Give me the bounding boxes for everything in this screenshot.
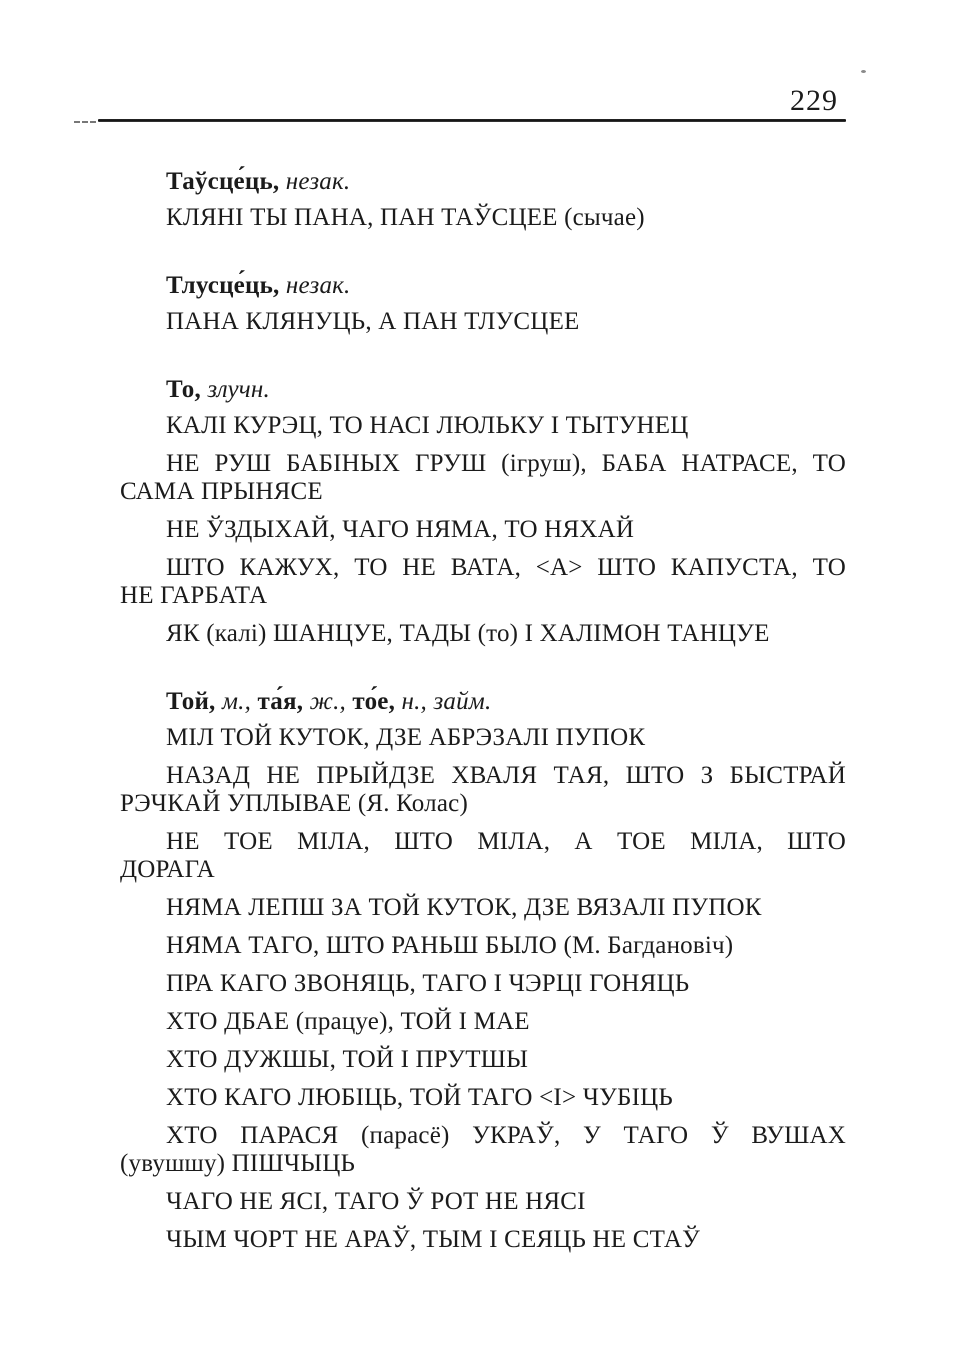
proverb-line: ХТО КАГО ЛЮБІЦЬ, ТОЙ ТАГО <І> ЧУБІЦЬ — [166, 1084, 673, 1111]
proverb-line: НАЗАД НЕ ПРЫЙДЗЕ ХВАЛЯ ТАЯ, ШТО З БЫСТРАЙ — [166, 762, 846, 789]
headword-line — [120, 688, 846, 716]
proverb-line: КАЛІ КУРЭЦ, ТО НАСІ ЛЮЛЬКУ І ТЫТУНЕЦ — [166, 412, 689, 439]
content — [120, 168, 846, 1254]
proverb-line: ХТО ПАРАСЯ (парасё) УКРАЎ, У ТАГО Ў ВУШАХ — [166, 1122, 846, 1149]
proverb-continuation-line: РЭЧКАЙ УПЛЫВАЕ (Я. Колас) — [120, 790, 468, 817]
proverb-line: ХТО ДБАЕ (працуе), ТОЙ І МАЕ — [166, 1008, 530, 1035]
headword-line — [120, 272, 846, 300]
grammar-label: незак. — [285, 168, 351, 195]
proverb-line: ХТО ДУЖШЫ, ТОЙ І ПРУТШЫ — [166, 1046, 529, 1073]
page-number: 229 — [790, 84, 838, 117]
grammar-label: незак. — [285, 272, 351, 299]
proverb-line: НЯМА ТАГО, ШТО РАНЬШ БЫЛО (М. Багдановіч) — [166, 932, 734, 959]
proverb-line: ЯК (калі) ШАНЦУЕ, ТАДЫ (то) І ХАЛІМОН ТАНЦУЕ — [166, 620, 770, 647]
proverb-line: ПАНА КЛЯНУЦЬ, А ПАН ТЛУСЦЕЕ — [166, 308, 580, 335]
scan-speck — [861, 70, 866, 73]
headword-text: то́е, — [352, 688, 396, 715]
proverb-line: КЛЯНІ ТЫ ПАНА, ПАН ТАЎСЦЕЕ (сычае) — [166, 204, 645, 231]
grammar-label: злучн. — [207, 376, 270, 403]
header-rule — [98, 119, 846, 122]
headword-text: Тлусце́ць, — [166, 272, 280, 299]
proverb-line: ЧАГО НЕ ЯСІ, ТАГО Ў РОТ НЕ НЯСІ — [166, 1188, 586, 1215]
proverb-line: ПРА КАГО ЗВОНЯЦЬ, ТАГО І ЧЭРЦІ ГОНЯЦЬ — [166, 970, 690, 997]
proverb-continuation-line: НЕ ГАРБАТА — [120, 582, 268, 609]
proverb-line: ЧЫМ ЧОРТ НЕ АРАЎ, ТЫМ І СЕЯЦЬ НЕ СТАЎ — [166, 1226, 700, 1253]
headword-text: То, — [166, 376, 201, 403]
proverb-continuation-line: ДОРАГА — [120, 856, 215, 883]
grammar-label: н., — [401, 688, 427, 715]
headword-text: Той, — [166, 688, 216, 715]
headword-line — [120, 376, 846, 404]
proverb-continuation-line: (увушшу) ПІШЧЫЦЬ — [120, 1150, 356, 1177]
header-rule-lead — [74, 121, 96, 123]
headword-text: та́я, — [257, 688, 304, 715]
proverb-line: НЕ ЎЗДЫХАЙ, ЧАГО НЯМА, ТО НЯХАЙ — [166, 516, 635, 543]
proverb-line: ШТО КАЖУХ, ТО НЕ ВАТА, <А> ШТО КАПУСТА, ТО — [166, 554, 846, 581]
headword-text: Таўсце́ць, — [166, 168, 280, 195]
proverb-line: НЯМА ЛЕПШ ЗА ТОЙ КУТОК, ДЗЕ ВЯЗАЛІ ПУПОК — [166, 894, 762, 921]
grammar-label: м., — [221, 688, 252, 715]
proverb-line: МІЛ ТОЙ КУТОК, ДЗЕ АБРЭЗАЛІ ПУПОК — [166, 724, 646, 751]
proverb-line: НЕ РУШ БАБІНЫХ ГРУШ (ігруш), БАБА НАТРАСЕ, ТО — [166, 450, 846, 477]
grammar-label: ж., — [309, 688, 346, 715]
proverb-line: НЕ ТОЕ МІЛА, ШТО МІЛА, А ТОЕ МІЛА, ШТО — [166, 828, 846, 855]
grammar-label: займ. — [433, 688, 492, 715]
headword-line — [120, 168, 846, 196]
proverb-continuation-line: САМА ПРЫНЯСЕ — [120, 478, 323, 505]
